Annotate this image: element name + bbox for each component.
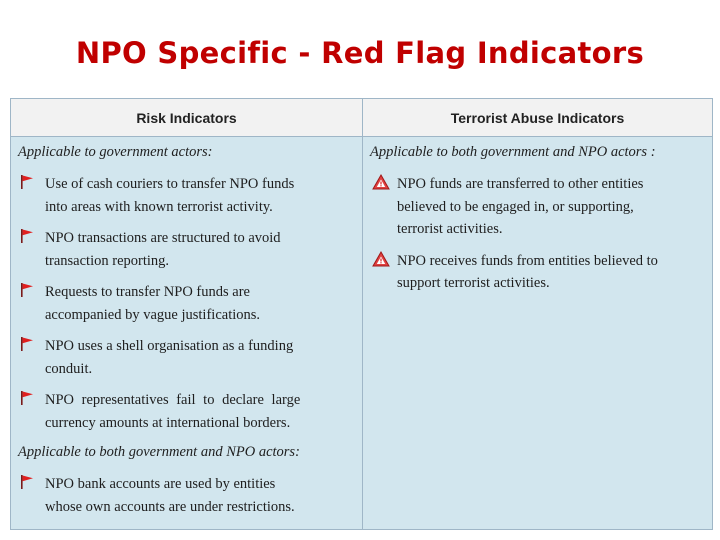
- list-item: [18, 227, 354, 272]
- red-flag-icon: [20, 335, 40, 357]
- warning-triangle-icon: [372, 173, 392, 195]
- risk-indicators-cell: [11, 137, 363, 529]
- item-line: whose own accounts are under restrictions.: [45, 498, 295, 515]
- item-line: conduit.: [45, 360, 93, 377]
- header-risk-indicators: Risk Indicators: [11, 99, 363, 137]
- item-line: NPO representatives fail to declare large: [45, 392, 301, 408]
- red-flag-icon: [20, 281, 40, 303]
- section-label-government-actors: Applicable to government actors:: [18, 144, 213, 160]
- warning-triangle-icon: [372, 250, 392, 272]
- red-flag-icon: [20, 227, 40, 249]
- item-line: NPO funds are transferred to other entities: [397, 176, 644, 192]
- list-item: [18, 281, 354, 326]
- item-line: transaction reporting.: [45, 252, 170, 269]
- item-line: terrorist activities.: [397, 221, 503, 237]
- item-line: NPO receives funds from entities believed to: [397, 252, 658, 269]
- slide-title: NPO Specific - Red Flag Indicators: [75, 36, 645, 70]
- red-flag-table: [10, 98, 713, 530]
- item-line: believed to be engaged in, or supporting,: [397, 198, 634, 215]
- item-line: support terrorist activities.: [397, 275, 550, 291]
- item-line: currency amounts at international borders.: [45, 414, 291, 431]
- header-terrorist-abuse-indicators: Terrorist Abuse Indicators: [363, 99, 712, 137]
- item-line: Use of cash couriers to transfer NPO funds: [45, 176, 295, 192]
- red-flag-icon: [20, 173, 40, 195]
- list-item: [370, 250, 704, 295]
- list-item: [370, 173, 704, 241]
- item-line: NPO bank accounts are used by entities: [45, 476, 276, 492]
- list-item: [18, 473, 354, 518]
- list-item: [18, 389, 354, 434]
- item-line: NPO transactions are structured to avoid: [45, 230, 281, 246]
- section-label-government-and-npo-actors: Applicable to both government and NPO actors :: [370, 144, 656, 160]
- item-line: accompanied by vague justifications.: [45, 306, 261, 323]
- list-item: [18, 335, 354, 380]
- red-flag-icon: [20, 389, 40, 411]
- item-line: into areas with known terrorist activity.: [45, 198, 273, 215]
- item-line: NPO uses a shell organisation as a funding: [45, 338, 294, 354]
- terrorist-abuse-indicators-cell: [363, 137, 712, 529]
- red-flag-icon: [20, 473, 40, 495]
- item-line: Requests to transfer NPO funds are: [45, 284, 250, 300]
- list-item: [18, 173, 354, 218]
- section-label-government-and-npo-actors: Applicable to both government and NPO actors:: [18, 444, 300, 460]
